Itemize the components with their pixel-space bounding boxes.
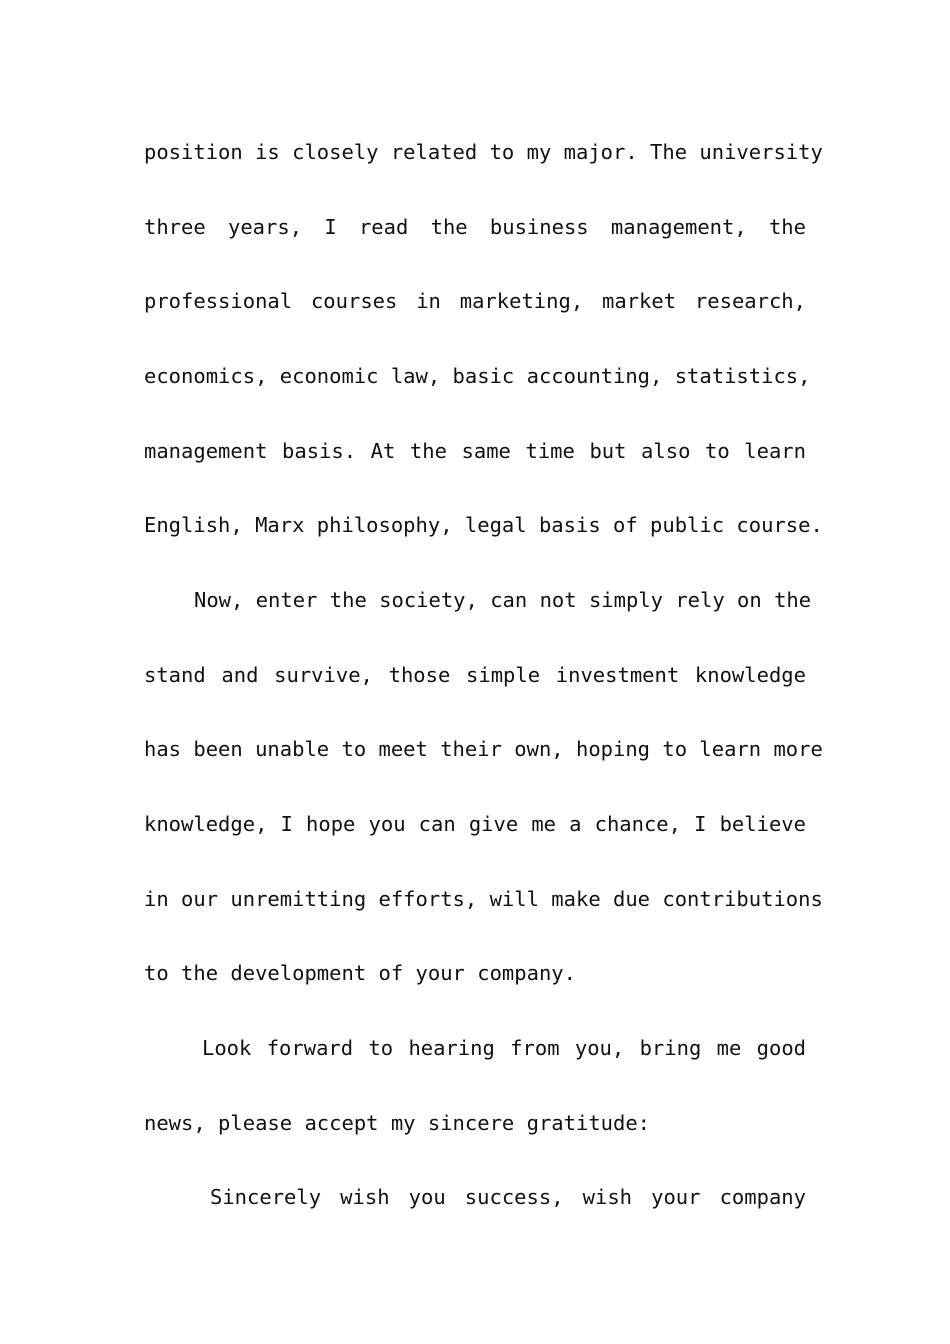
text-line: stand and survive, those simple investment knowledge: [144, 663, 806, 687]
text-line: English, Marx philosophy, legal basis of public course.: [144, 513, 823, 537]
text-line: to the development of your company.: [144, 961, 576, 985]
text-line: three years, I read the business management, the: [144, 215, 806, 239]
text-line: position is closely related to my major. The university: [144, 140, 823, 164]
text-line: has been unable to meet their own, hoping to learn more: [144, 737, 823, 761]
text-line: management basis. At the same time but also to learn: [144, 439, 806, 463]
text-line: knowledge, I hope you can give me a chance, I believe: [144, 812, 806, 836]
paragraph-first-line: Look forward to hearing from you, bring me good: [202, 1036, 806, 1060]
paragraph-first-line: Now, enter the society, can not simply rely on the: [194, 588, 812, 612]
paragraph-first-line: Sincerely wish you success, wish your company: [210, 1185, 806, 1209]
text-line: economics, economic law, basic accounting, statistics,: [144, 364, 811, 388]
text-line: news, please accept my sincere gratitude:: [144, 1111, 651, 1135]
text-line: professional courses in marketing, market research,: [144, 289, 806, 313]
text-line: in our unremitting efforts, will make due contributions: [144, 887, 823, 911]
